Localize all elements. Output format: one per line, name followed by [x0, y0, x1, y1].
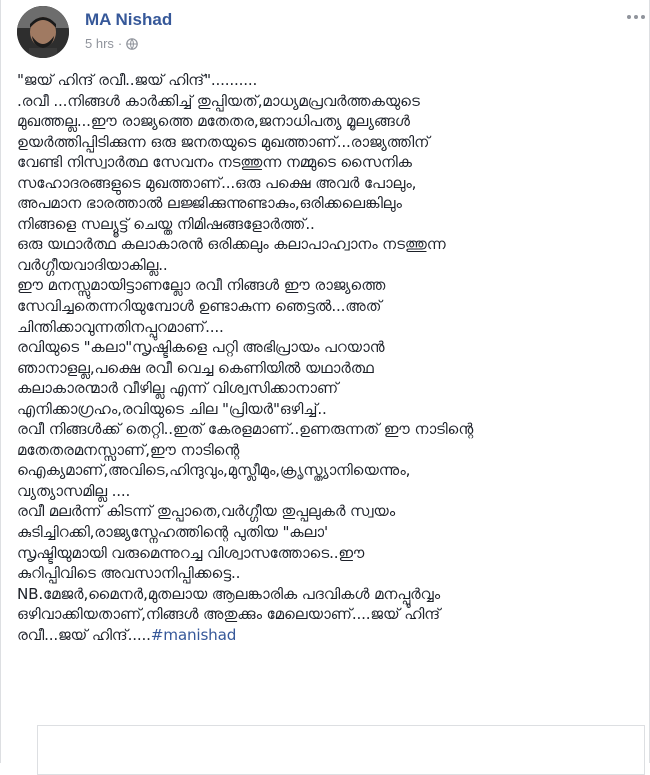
- post-line: കുറിപ്പിവിടെ അവസാനിപ്പിക്കട്ടെ..: [17, 564, 241, 583]
- post-line: എനിക്കാഗ്രഹം,രവിയുടെ ചില "പ്രിയർ"ഒഴിച്ച്..: [17, 399, 327, 418]
- globe-icon[interactable]: [126, 38, 138, 50]
- post-line: മതേതരമനസ്സാണ്,ഈ നാടിന്റെ: [17, 440, 240, 459]
- post-line: വ്യത്യാസമില്ല ....: [17, 481, 131, 500]
- post-line: നിങ്ങളെ സല്യൂട്ട് ചെയ്ത നിമിഷങ്ങളോർത്ത്..: [17, 214, 315, 233]
- post-line: ഒഴിവാക്കിയതാണ്,നിങ്ങൾ അതുക്കും മേലെയാണ്....ജയ് ഹിന്ദ്: [17, 605, 441, 624]
- more-dot: [627, 15, 631, 19]
- post-line: NB.മേജർ,മൈനർ,മുതലായ ആലങ്കാരിക പദവികൾ മനപ്പൂർവ്വം: [17, 584, 441, 603]
- post-line-last: [17, 625, 641, 646]
- post-line: വർഗ്ഗീയവാദിയാകില്ല..: [17, 255, 168, 274]
- post-line: ഞാനാളല്ല,പക്ഷെ രവീ വെച്ച കെണിയിൽ യഥാർത്ഥ: [17, 358, 374, 377]
- post-text: [17, 70, 641, 645]
- post-line: സൃഷ്ടിയുമായി വരുമെന്നുറച്ച വിശ്വാസത്തോടെ..ഈ: [17, 543, 365, 562]
- post-line: ചിന്തിക്കാവുന്നതിനപ്പുറമാണ്....: [17, 317, 224, 336]
- post-meta: [85, 36, 138, 51]
- post-line-text: രവീ...ജയ് ഹിന്ദ്.....: [17, 625, 151, 644]
- more-dot: [634, 15, 638, 19]
- post-line: ഒരു യഥാർത്ഥ കലാകാരൻ ഒരിക്കലും കലാപാഹ്വാനം നടത്തുന്ന: [17, 235, 446, 254]
- post-line: സേവിച്ചതെന്നറിയുമ്പോൾ ഉണ്ടാകുന്ന ഞെട്ടൽ...അത്: [17, 297, 382, 316]
- post-line: ഐക്യമാണ്,അവിടെ,ഹിന്ദുവും,മുസ്ലീമും,ക്രൃസ്ത്യാനിയെന്നും,: [17, 461, 411, 480]
- author-name[interactable]: MA Nishad: [85, 10, 173, 29]
- meta-separator: ·: [117, 36, 123, 51]
- post-line: ഉയർത്തിപ്പിടിക്കുന്ന ഒരു ജനതയുടെ മുഖത്താണ്...രാജ്യത്തിന്: [17, 132, 430, 151]
- post-line: "ജയ് ഹിന്ദ് രവീ..ജയ് ഹിന്ദ്"..........: [17, 71, 258, 89]
- profile-photo: [17, 6, 69, 58]
- comment-box[interactable]: [37, 725, 645, 775]
- post-line: കലാകാരന്മാർ വീഴില്ല എന്ന് വിശ്വസിക്കാനാണ്: [17, 379, 339, 398]
- post-line: .രവീ ...നിങ്ങൾ കാർക്കിച്ച് തുപ്പിയത്,മാധ്യമപ്രവർത്തകയുടെ: [17, 91, 420, 110]
- post-line: മുഖത്തല്ല...ഈ രാജ്യത്തെ മതേതര,ജനാധിപത്യ മൂല്യങ്ങൾ: [17, 112, 410, 131]
- post-line: വേണ്ടി നിസ്വാർത്ഥ സേവനം നടത്തുന്ന നമ്മുടെ സൈനിക: [17, 153, 412, 172]
- avatar[interactable]: [17, 6, 69, 58]
- more-dot: [641, 15, 645, 19]
- hashtag-link[interactable]: #manishad: [150, 625, 237, 644]
- post-line: രവീ നിങ്ങൾക്ക് തെറ്റി..ഇത് കേരളമാണ്..ഉണരുന്നത് ഈ നാടിന്റെ: [17, 420, 474, 439]
- timestamp[interactable]: 5 hrs: [85, 36, 114, 51]
- post-line: അപമാന ഭാരത്താൽ ലജ്ജിക്കുന്നുണ്ടാകും,ഒരിക്കലെങ്കിലും: [17, 194, 402, 213]
- post-line: രവിയുടെ "കലാ"സൃഷ്ടികളെ പറ്റി അഭിപ്രായം പറയാൻ: [17, 338, 385, 357]
- post-line: രവീ മലർന്ന് കിടന്ന് തുപ്പാതെ,വർഗ്ഗീയ തുപ്പലുകർ സ്വയം: [17, 502, 396, 521]
- post-line: കുടിച്ചിറക്കി,രാജ്യസ്നേഹത്തിന്റെ പുതിയ "കലാ': [17, 523, 329, 542]
- more-options-icon[interactable]: [625, 10, 647, 24]
- post-line: ഈ മനസ്സുമായിട്ടാണല്ലോ രവീ നിങ്ങൾ ഈ രാജ്യത്തെ: [17, 276, 386, 295]
- post-line: സഹോദരങ്ങളുടെ മുഖത്താണ്...ഒരു പക്ഷെ അവർ പോലും,: [17, 173, 417, 192]
